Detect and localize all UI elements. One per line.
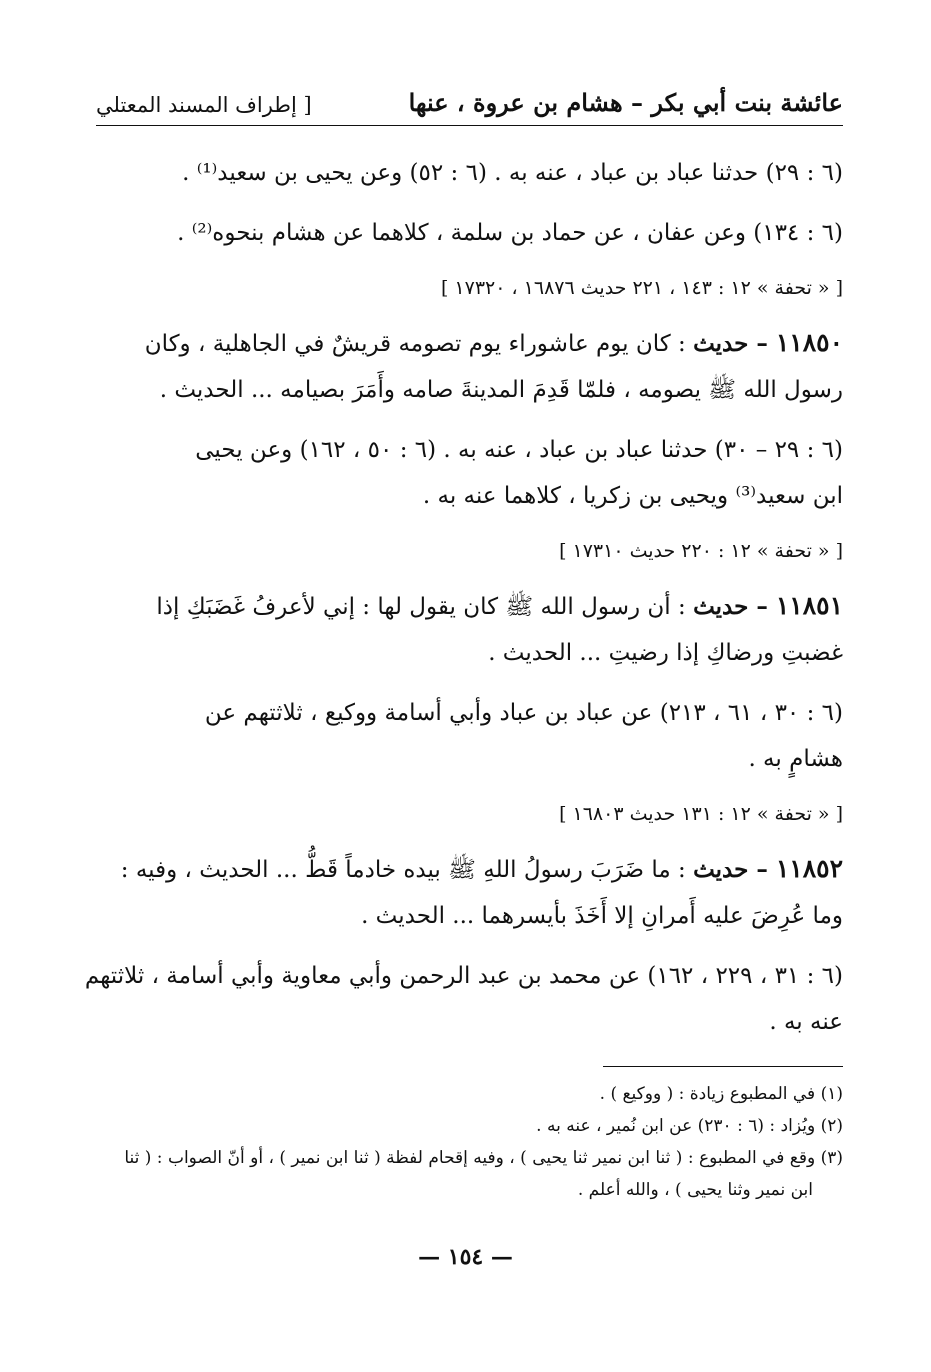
text-line: ابن سعيد⁽³⁾ ويحيى بن زكريا ، كلاهما عنه به . [422, 483, 843, 509]
tuhfa-reference: [ « تحفة » ١٢ : ١٣١ حديث ١٦٨٠٣ ] [559, 803, 843, 825]
citation-paragraph [96, 690, 843, 782]
hadith-entry-11851 [96, 583, 843, 676]
text-line: (٦ : ٢٩ – ٣٠) حدثنا عباد بن عباد ، عنه به . (٦ : ٥٠ ، ١٦٢) وعن يحيى [195, 437, 843, 463]
footnote-2: (٢) ويُزاد : (٦ : ٢٣٠) عن ابن نُمير ، عنه به . [536, 1116, 843, 1136]
main-text [84, 150, 843, 1059]
hadith-number: ١١٨٥١ [775, 591, 843, 620]
tuhfa-reference: [ « تحفة » ١٢ : ١٤٣ ، ٢٢١ حديث ١٦٨٧٦ ، ١٧٣٢٠ ] [440, 277, 843, 299]
text-line: (٦ : ٢٩) حدثنا عباد بن عباد ، عنه به . (٦ : ٥٢) وعن يحيى بن سعيد⁽¹⁾ . [182, 160, 843, 186]
hadith-label: – حديث [693, 856, 776, 883]
tuhfa-reference: [ « تحفة » ١٢ : ٢٢٠ حديث ١٧٣١٠ ] [559, 540, 843, 562]
hadith-entry-11850 [96, 320, 843, 413]
header-section-title: عائشة بنت أبي بكر – هشام بن عروة ، عنها [408, 88, 843, 117]
hadith-number: ١١٨٥٢ [775, 854, 843, 883]
page-number: — ١٥٤ — [418, 1244, 513, 1270]
text-line: رسول الله ﷺ يصومه ، فلمّا قَدِمَ المدينةَ صامه وأَمَرَ بصيامه ... الحديث . [159, 377, 843, 403]
footnote-1: (١) في المطبوع زيادة : ( ووكيع ) . [599, 1084, 843, 1104]
text-line: ١١٨٥١ – حديث : أن رسول الله ﷺ كان يقول لها : إني لأعرفُ غَضَبَكِ إذا [156, 591, 843, 620]
footnote-3-continued: ابن نمير وثنا يحيى ) ، والله أعلم . [577, 1180, 813, 1200]
hadith-entry-11852 [96, 846, 843, 939]
text-line: عنه به . [769, 1009, 843, 1035]
text-line: غضبتِ ورضاكِ إذا رضيتِ ... الحديث . [488, 640, 843, 666]
citation-paragraph [96, 427, 843, 519]
citation-paragraph [96, 150, 843, 196]
text-line: (٦ : ٣٠ ، ٦١ ، ٢١٣) عن عباد بن عباد وأبي أسامة ووكيع ، ثلاثتهم عن [204, 700, 843, 726]
text-line: ١١٨٥٢ – حديث : ما ضَرَبَ رسولُ اللهِ ﷺ بيده خادماً قَطُّ ... الحديث ، وفيه : [120, 854, 843, 883]
citation-paragraph [96, 210, 843, 256]
header-book-title: [ إطراف المسند المعتلي [96, 93, 312, 117]
hadith-label: – حديث [693, 330, 776, 357]
hadith-number: ١١٨٥٠ [775, 328, 843, 357]
hadith-label: – حديث [693, 593, 776, 620]
footnotes [96, 1078, 843, 1206]
footnote-separator [603, 1066, 843, 1067]
text-line: وما عُرِضَ عليه أَمرانِ إلا أَخَذَ بأيسرهما ... الحديث . [361, 903, 843, 929]
text-line: ١١٨٥٠ – حديث : كان يوم عاشوراء يوم تصومه قريشٌ في الجاهلية ، وكان [144, 328, 843, 357]
footnote-3: (٣) وقع في المطبوع : ( ثنا ابن نمير ثنا يحيى ) ، وفيه إقحام لفظة ( ثنا ابن نمير ) ، أو أنّ الصواب : ( ثنا [124, 1148, 843, 1168]
citation-paragraph [84, 953, 843, 1045]
running-header [96, 88, 843, 126]
text-line: هشامٍ به . [748, 746, 843, 772]
text-line: (٦ : ١٣٤) وعن عفان ، عن حماد بن سلمة ، كلاهما عن هشام بنحوه⁽²⁾ . [177, 220, 843, 246]
text-line: (٦ : ٣١ ، ٢٢٩ ، ١٦٢) عن محمد بن عبد الرحمن وأبي معاوية وأبي أسامة ، ثلاثتهم [84, 963, 843, 989]
